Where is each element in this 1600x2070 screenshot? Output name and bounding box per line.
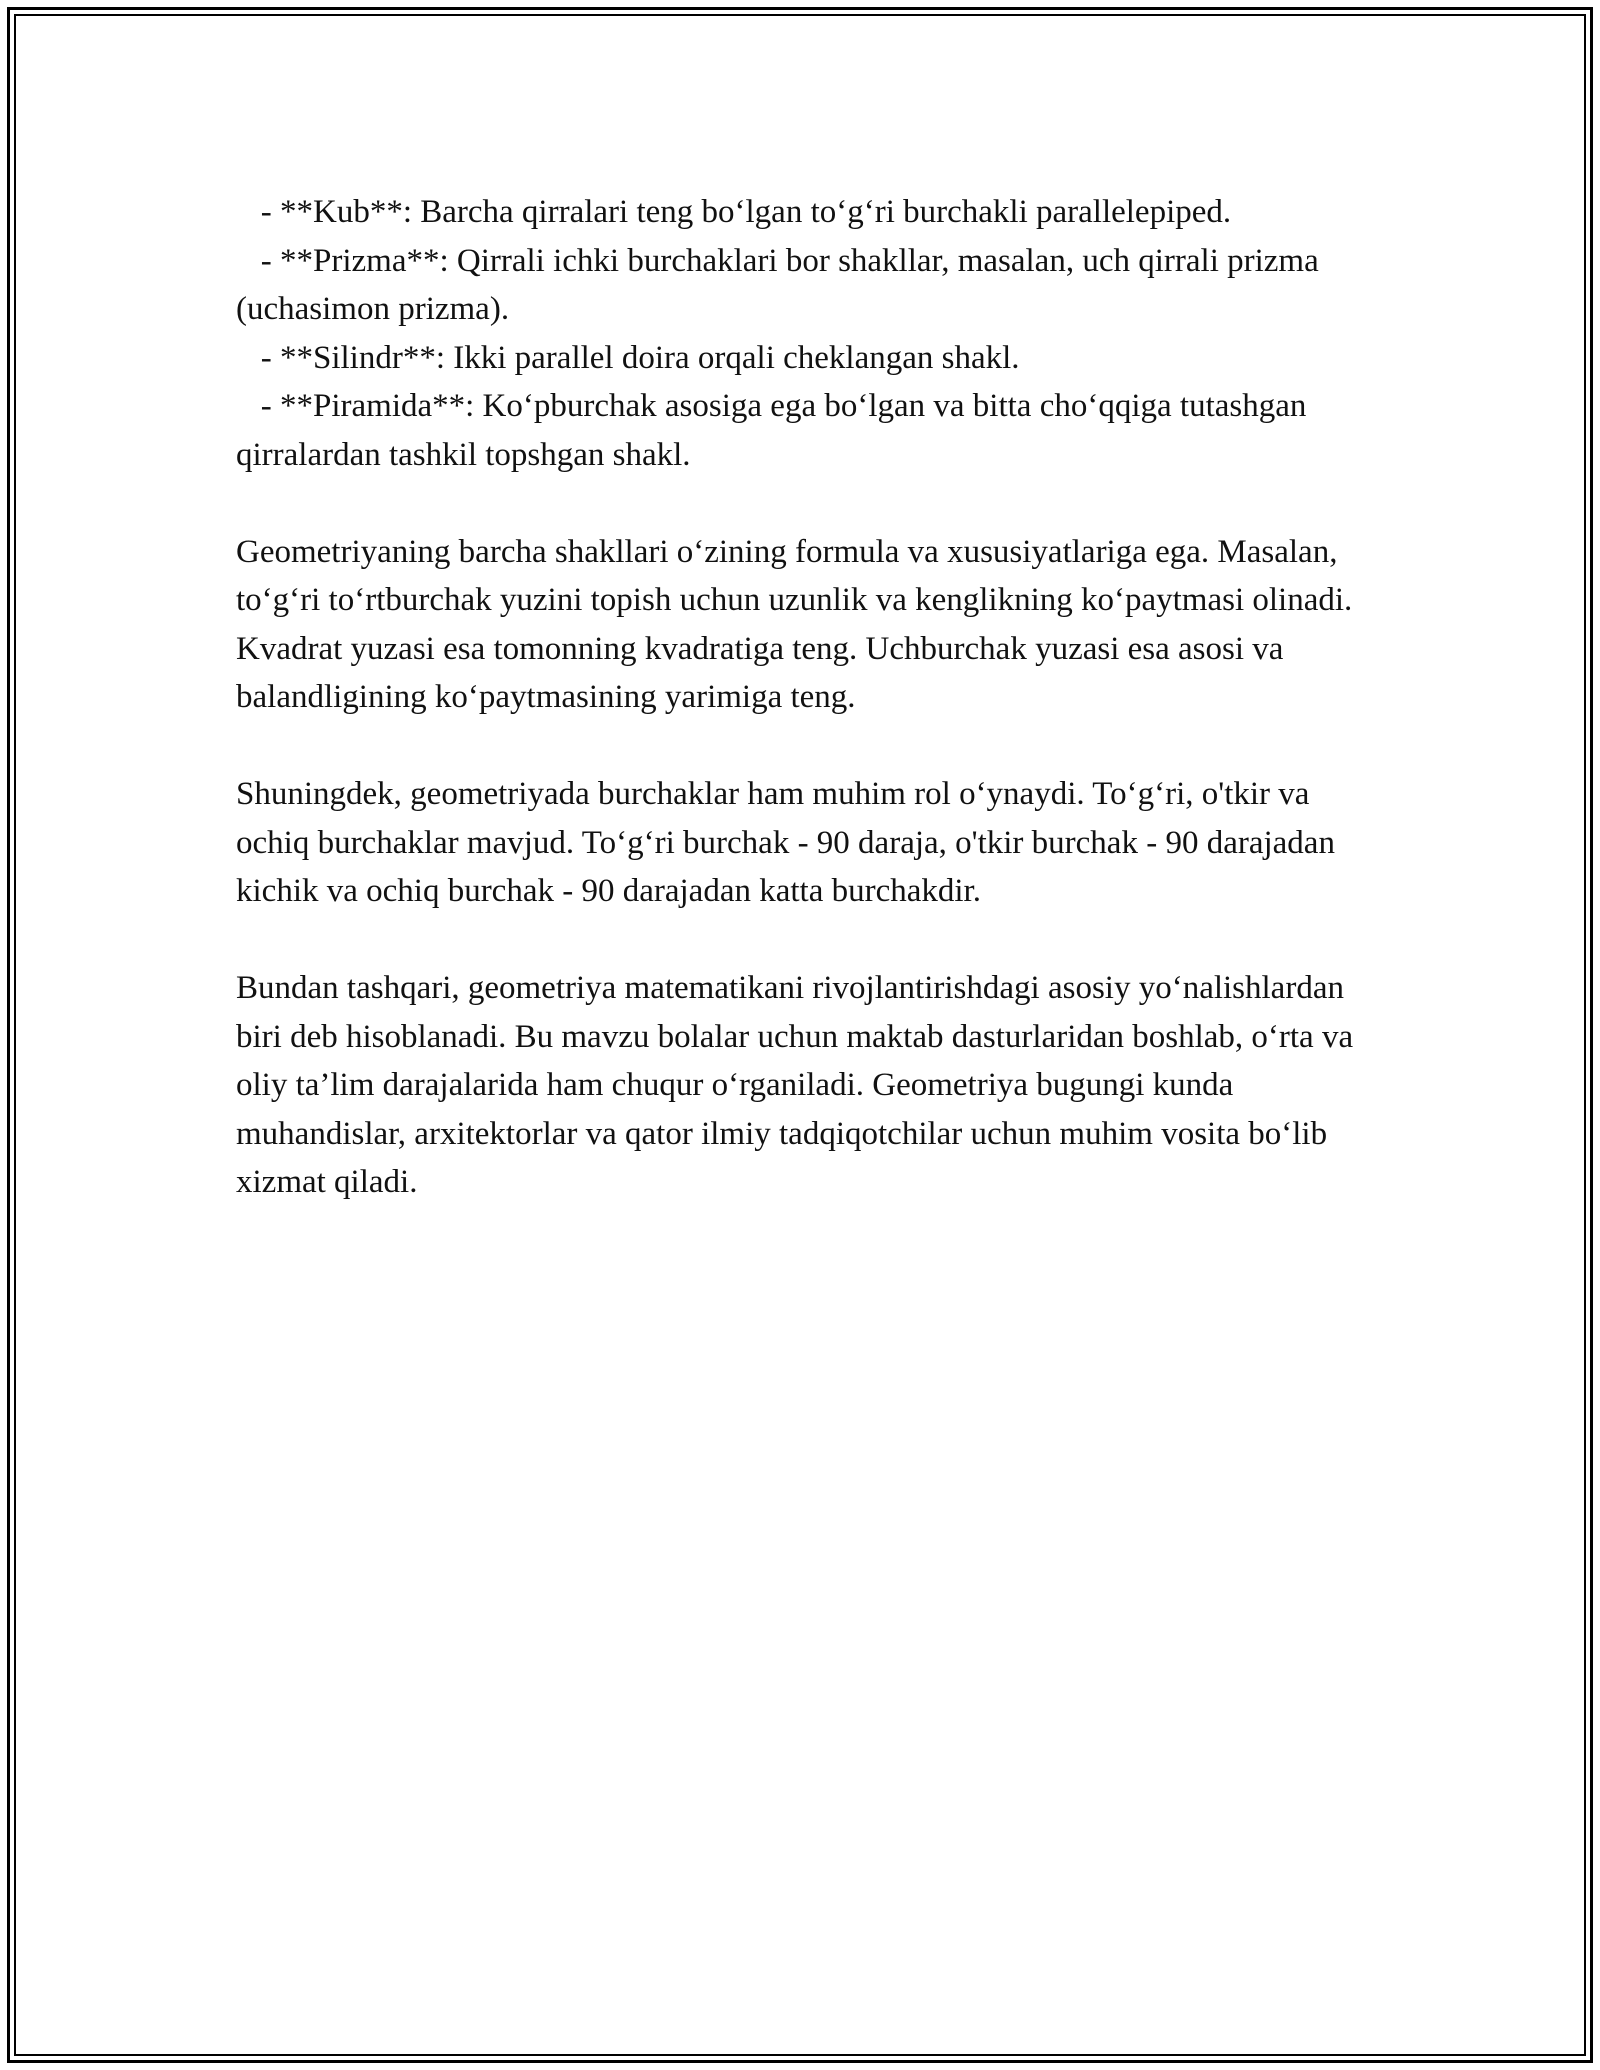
list-item-prizma: - **Prizma**: Qirrali ichki burchaklari bor shakllar, masalan, uch qirrali prizma (uchasimon prizma). [236, 242, 1327, 327]
list-item-kub: - **Kub**: Barcha qirralari teng bo‘lgan to‘g‘ri burchakli parallelepiped. [236, 194, 1232, 230]
list-item-piramida: - **Piramida**: Ko‘pburchak asosiga ega bo‘lgan va bitta cho‘qqiga tutashgan qirralardan tashkil topshgan shakl. [236, 388, 1315, 473]
list-item-silindr: - **Silindr**: Ikki parallel doira orqali cheklangan shakl. [236, 339, 1020, 376]
paragraph-geometry-importance: Bundan tashqari, geometriya matematikani rivojlantirishdagi asosiy yo‘nalishlardan biri deb hisoblanadi. Bu mavzu bolalar uchun maktab dasturlaridan boshlab, o‘rta va oliy ta’lim darajalarida ham chuqur o‘rganiladi. Geometriya bugungi kunda muhandislar, arxitektorlar va qator ilmiy tadqiqotchilar uchun muhim vosita bo‘lib xizmat qiladi. [236, 970, 1362, 1200]
paragraph-shapes-formulas: Geometriyaning barcha shakllari o‘zining formula va xususiyatlariga ega. Masalan, to‘g‘ri to‘rtburchak yuzini topish uchun uzunlik va kenglikning ko‘paytmasi olinadi. Kvadrat yuzasi esa tomonning kvadratiga teng. Uchburchak yuzasi esa asosi va balandligining ko‘paytmasining yarimiga teng. [236, 533, 1361, 715]
document-body [236, 188, 1366, 1207]
paragraph-angles: Shuningdek, geometriyada burchaklar ham muhim rol o‘ynaydi. To‘g‘ri, o'tkir va ochiq burchaklar mavjud. To‘g‘ri burchak - 90 daraja, o'tkir burchak - 90 darajadan kichik va ochiq burchak - 90 darajadan katta burchakdir. [236, 776, 1344, 909]
